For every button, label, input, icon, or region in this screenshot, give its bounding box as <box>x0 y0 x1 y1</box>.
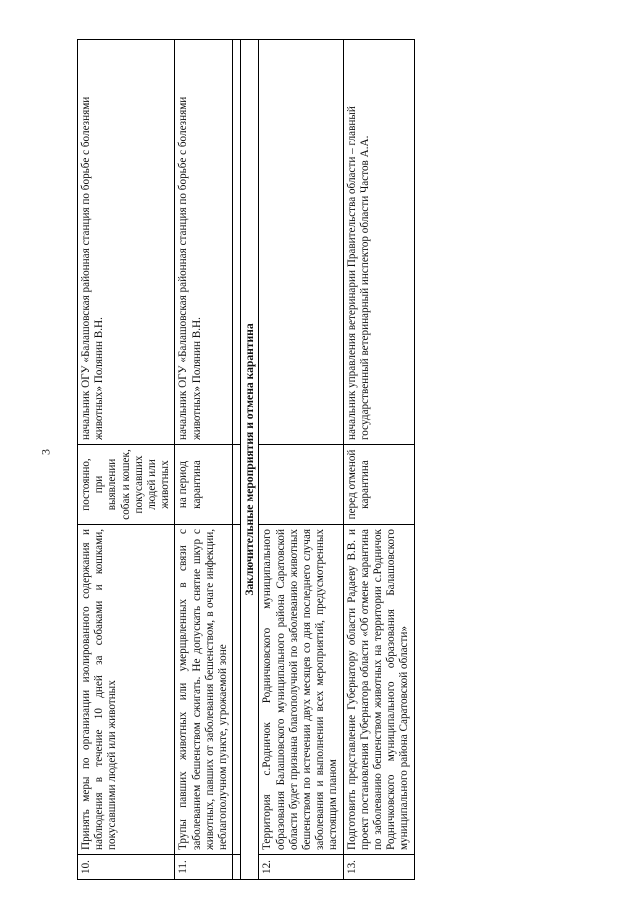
responsible-text <box>259 40 343 445</box>
deadline-text: перед отменой карантина <box>343 445 414 525</box>
measure-text: Подготовить представление Губернатору области Радаеву В.В. и проект постановления Губернатора области «Об отмене карантина по заболеванию бешенством животных на территории с.Родничок Родничковского муниципального образования Балашовского муниципального района Саратовской области» <box>343 525 414 855</box>
row-number: 10. <box>78 855 175 880</box>
separator-cell <box>233 525 241 855</box>
deadline-text: на период карантина <box>175 445 233 525</box>
responsible-text: начальник управления ветеринарии Правительства области – главный государственный ветеринарный инспектор области Частов А.А. <box>343 40 414 445</box>
table-row <box>175 40 233 880</box>
responsible-text: начальник ОГУ «Балашовская районная станция по борьбе с болезнями животных» Полянин В.Н. <box>175 40 233 445</box>
responsible-text: начальник ОГУ «Балашовская районная станция по борьбе с болезнями животных» Полянин В.Н. <box>78 40 175 445</box>
separator-cell <box>233 40 241 445</box>
section-title: Заключительные мероприятия и отмена карантина <box>241 40 259 880</box>
separator-cell <box>233 445 241 525</box>
deadline-text: постоянно, при выявлении собак и кошек, покусавших людей или животных <box>78 445 175 525</box>
page-number: 3 <box>38 449 53 455</box>
table-row <box>78 40 175 880</box>
rotated-page-content <box>77 40 501 880</box>
deadline-text <box>259 445 343 525</box>
section-header-row <box>241 40 259 880</box>
row-number: 13. <box>343 855 414 880</box>
separator-row <box>233 40 241 880</box>
measure-text: Трупы павших животных или умерщвленных в связи с заболеванием бешенством сжигать. Не допускать снятие шкур с животных, павших от заболевания бешенством, в очаге инфекции, неблагополучном пункте, угрожаемой зоне <box>175 525 233 855</box>
row-number: 11. <box>175 855 233 880</box>
separator-cell <box>233 855 241 880</box>
measures-table <box>77 39 415 880</box>
measure-text: Территория с.Родничок Родничковского муниципального образования Балашовского муниципального района Саратовской области будет признана благополучной по заболеванию животных бешенством по истечении двух месяцев со дня последнего случая заболевания и выполнении всех мероприятий, предусмотренных настоящим планом <box>259 525 343 855</box>
table-row <box>343 40 414 880</box>
table-row <box>259 40 343 880</box>
row-number: 12. <box>259 855 343 880</box>
measure-text: Принять меры по организации изолированного содержания и наблюдения в течение 10 дней за собаками и кошками, покусавшими людей или животных <box>78 525 175 855</box>
